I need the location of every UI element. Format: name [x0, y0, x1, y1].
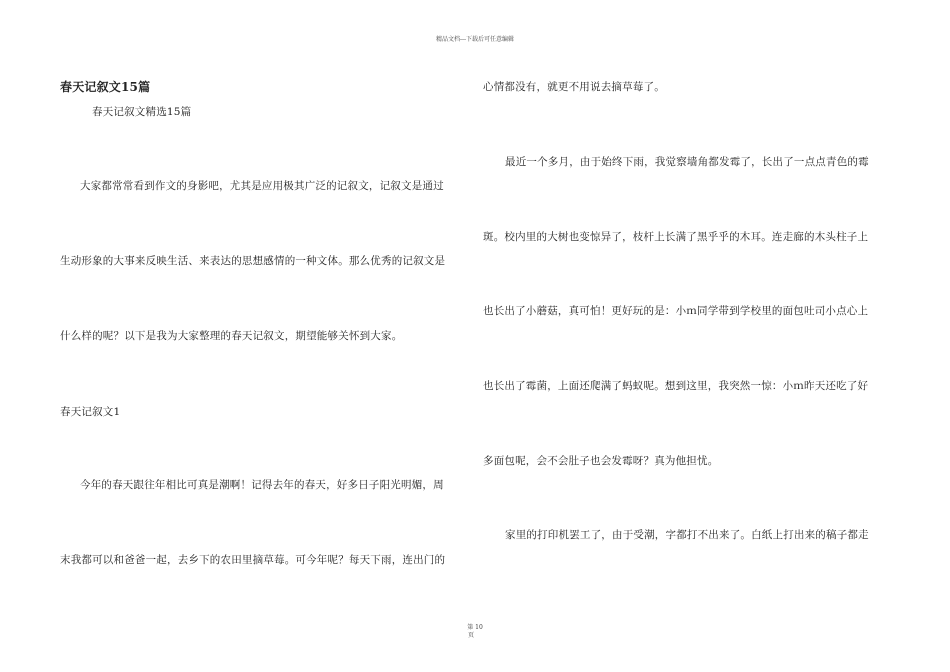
page-footer [0, 624, 950, 640]
page-number-line [0, 624, 950, 632]
paragraph-line: 斑。校内里的大树也变惊异了，枝杆上长满了黑乎乎的木耳。连走廊的木头柱子上 [483, 231, 869, 243]
paragraph-line: 最近一个多月，由于始终下雨，我觉察墙角都发霉了，长出了一点点青色的霉 [505, 156, 869, 168]
page-number: 10 [475, 624, 483, 631]
page-label-bottom: 页 [467, 632, 474, 639]
page-label-top: 第 [467, 624, 474, 631]
document-subtitle: 春天记叙文精选15篇 [92, 106, 192, 118]
paragraph-line: 大家都常常看到作文的身影吧，尤其是应用极其广泛的记叙文，记叙文是通过 [80, 180, 444, 192]
paragraph-line: 今年的春天跟往年相比可真是潮啊！记得去年的春天，好多日子阳光明媚，周 [80, 479, 444, 491]
paragraph-line: 也长出了霉菌，上面还爬满了蚂蚁呢。想到这里，我突然一惊：小ｍ昨天还吃了好 [483, 380, 869, 392]
paragraph-line: 末我都可以和爸爸一起，去乡下的农田里摘草莓。可今年呢？每天下雨，连出门的 [60, 554, 446, 566]
paragraph-line: 生动形象的大事来反映生活、来表达的思想感情的一种文体。那么优秀的记叙文是 [60, 255, 446, 267]
paragraph-line: 什么样的呢？以下是我为大家整理的春天记叙文，期望能够关怀到大家。 [60, 330, 403, 342]
document-header: 精品文档---下载后可任意编辑 [435, 36, 515, 43]
section-heading: 春天记叙文1 [60, 406, 121, 418]
paragraph-line: 家里的打印机罢工了，由于受潮，字都打不出来了。白纸上打出来的稿子都走 [505, 529, 869, 541]
document-title: 春天记叙文15篇 [60, 80, 151, 94]
paragraph-line: 心情都没有，就更不用说去摘草莓了。 [483, 81, 665, 93]
paragraph-line: 也长出了小蘑菇，真可怕！更好玩的是：小ｍ同学带到学校里的面包吐司小点心上 [483, 305, 869, 317]
paragraph-line: 多面包呢，会不会肚子也会发霉呀？真为他担忧。 [483, 455, 719, 467]
